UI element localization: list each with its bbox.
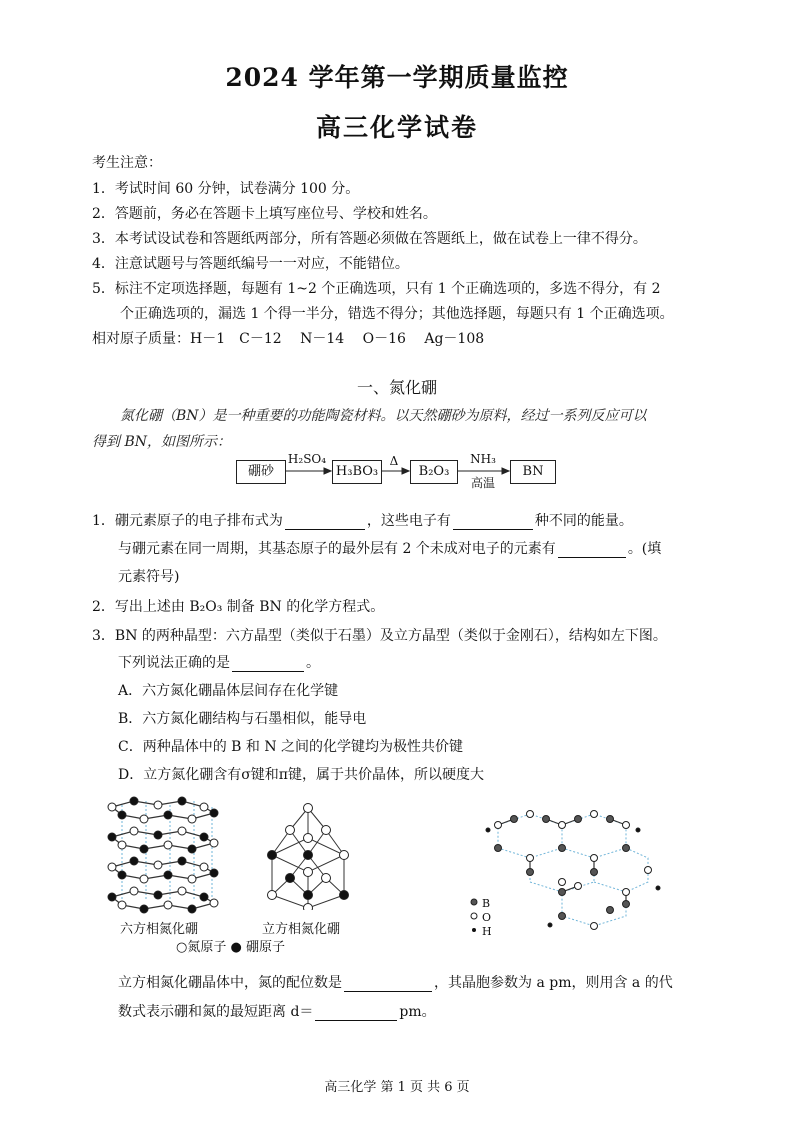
answer-blank[interactable]	[558, 543, 626, 558]
page-title: 2024 学年第一学期质量监控	[225, 63, 569, 92]
atomic-mass: 相对原子质量：H－1 C－12 N－14 O－16 Ag－108	[92, 331, 485, 347]
answer-blank[interactable]	[315, 1006, 397, 1021]
notice-item: 个正确选项的，漏选 1 个得一半分，错选不得分；其他选择题，每题只有 1 个正确选项。	[120, 306, 674, 322]
section-heading: 一、氮化硼	[356, 378, 437, 397]
page-subtitle: 高三化学试卷	[315, 113, 478, 142]
boric-acid-layer-figure	[478, 800, 668, 940]
notice-item: 5．标注不定项选择题，每题有 1~2 个正确选项，只有 1 个正确选项的，多选不得分，有 2	[92, 281, 661, 297]
option-c: C．两种晶体中的 B 和 N 之间的化学键均为极性共价键	[118, 739, 464, 755]
question-1: 1．硼元素原子的电子排布式为 ，这些电子有 种不同的能量。	[92, 513, 633, 529]
option-a: A．六方氮化硼晶体层间存在化学键	[118, 683, 339, 699]
arrow1-label: H₂SO₄	[287, 452, 327, 466]
caption-hexagonal: 六方相氮化硼	[120, 922, 199, 937]
flow-box-b2o3: B₂O₃	[410, 460, 458, 484]
arrow2-label: Δ	[389, 454, 399, 468]
caption-cubic: 立方相氮化硼	[262, 922, 341, 937]
option-b: B．六方氮化硼结构与石墨相似，能导电	[118, 711, 367, 727]
answer-blank[interactable]	[344, 977, 432, 992]
notice-item: 4．注意试题号与答题纸编号一一对应，不能错位。	[92, 256, 409, 272]
notice-item: 3．本考试设试卷和答题纸两部分，所有答题必须做在答题纸上，做在试卷上一律不得分。	[92, 231, 647, 247]
answer-blank[interactable]	[453, 515, 533, 530]
page-footer: 高三化学 第 1 页 共 6 页	[324, 1080, 470, 1095]
flow-box-h3bo3: H₃BO₃	[332, 460, 382, 484]
notice-item: 2．答题前，务必在答题卡上填写座位号、学校和姓名。	[92, 206, 437, 222]
legend-h: H	[482, 925, 492, 938]
arrow3-label-bottom: 高温	[470, 476, 495, 490]
cubic-bn-figure	[262, 800, 354, 910]
flow-box-borax: 硼砂	[236, 460, 286, 484]
question-3-prompt: 下列说法正确的是 。	[118, 655, 320, 671]
intro-line: 氮化硼（BN）是一种重要的功能陶瓷材料。以天然硼砂为原料，经过一系列反应可以	[120, 408, 647, 424]
arrow3-label-top: NH₃	[470, 452, 496, 466]
answer-blank[interactable]	[285, 515, 365, 530]
notice-item: 1．考试时间 60 分钟，试卷满分 100 分。	[92, 181, 360, 197]
intro-line: 得到 BN，如图所示：	[92, 434, 231, 450]
flow-box-bn: BN	[510, 460, 556, 484]
notice-heading: 考生注意：	[92, 155, 162, 171]
question-4-part2: 数式表示硼和氮的最短距离 d＝ pm。	[118, 1004, 436, 1020]
question-2: 2．写出上述由 B₂O₃ 制备 BN 的化学方程式。	[92, 599, 385, 615]
answer-blank[interactable]	[232, 657, 304, 672]
hexagonal-bn-figure	[104, 795, 224, 915]
atom-legend: ○氮原子 ● 硼原子	[176, 940, 285, 955]
legend-b: B	[482, 897, 491, 910]
question-1-note: 元素符号)	[118, 569, 180, 585]
question-4: 立方相氮化硼晶体中，氮的配位数是 ，其晶胞参数为 a pm，则用含 a 的代	[118, 975, 673, 991]
legend-o: O	[482, 911, 492, 924]
right-legend-markers	[468, 896, 480, 940]
flow-arrows	[0, 0, 794, 520]
question-1-part2: 与硼元素在同一周期，其基态原子的最外层有 2 个未成对电子的元素有 。(填	[118, 541, 662, 557]
option-d: D．立方氮化硼含有σ键和π键，属于共价晶体，所以硬度大	[118, 767, 484, 783]
question-3: 3．BN 的两种晶型：六方晶型（类似于石墨）及立方晶型（类似于金刚石），结构如左下图。	[92, 628, 667, 644]
